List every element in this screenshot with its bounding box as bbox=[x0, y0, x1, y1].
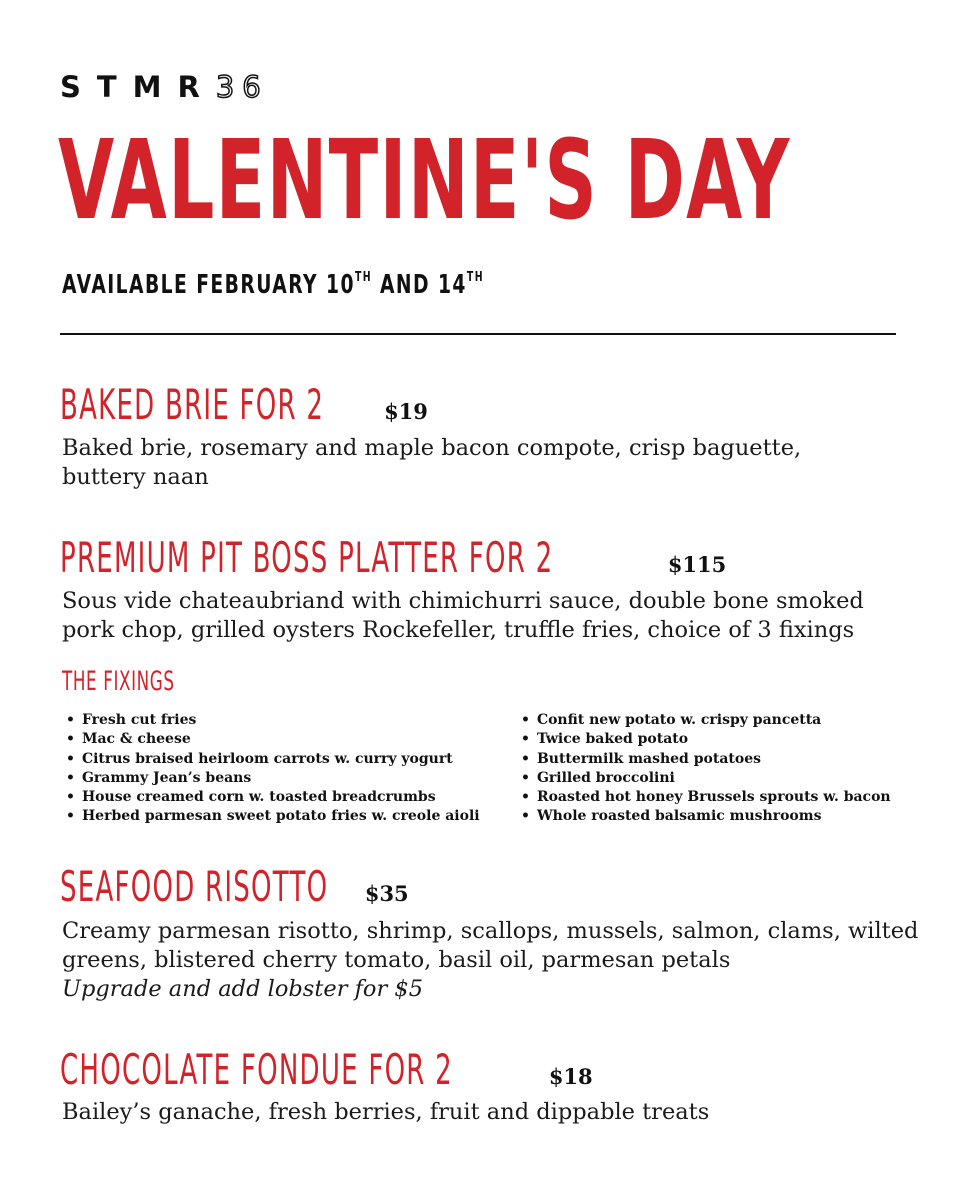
availability-sup-2: TH bbox=[466, 270, 484, 285]
brand-letters: STMR bbox=[60, 70, 216, 104]
list-item: • Buttermilk mashed potatoes bbox=[521, 750, 891, 769]
upgrade-note: Upgrade and add lobster for $5 bbox=[62, 976, 424, 1002]
item-description: Sous vide chateaubriand with chimichurri sauce, double bone smoked pork chop, grilled oysters Rockefeller, truffle fries, choice of 3 fixings bbox=[62, 588, 864, 643]
divider bbox=[60, 333, 896, 335]
fixings-heading: THE FIXINGS bbox=[62, 666, 175, 697]
item-description bbox=[62, 917, 922, 1004]
list-item: • Mac & cheese bbox=[66, 730, 480, 749]
list-item: • Confit new potato w. crispy pancetta bbox=[521, 711, 891, 730]
list-item: • Grilled broccolini bbox=[521, 769, 891, 788]
list-item: • Citrus braised heirloom carrots w. curry yogurt bbox=[66, 750, 480, 769]
page-title: VALENTINE'S DAY bbox=[58, 116, 791, 244]
item-description: Baked brie, rosemary and maple bacon compote, crisp baguette, buttery naan bbox=[62, 435, 802, 490]
list-item: • Twice baked potato bbox=[521, 730, 891, 749]
list-item: • Grammy Jean’s beans bbox=[66, 769, 480, 788]
menu-item-pit-boss-platter bbox=[60, 533, 726, 582]
brand-digits: 36 bbox=[215, 70, 269, 104]
availability-mid: AND 14 bbox=[372, 270, 467, 300]
menu-item-baked-brie bbox=[60, 380, 428, 429]
menu-item-seafood-risotto bbox=[60, 862, 409, 911]
item-name: PREMIUM PIT BOSS PLATTER FOR 2 bbox=[60, 533, 554, 582]
list-item: • Roasted hot honey Brussels sprouts w. bacon bbox=[521, 788, 891, 807]
list-item: • Herbed parmesan sweet potato fries w. creole aioli bbox=[66, 807, 480, 826]
list-item: • Fresh cut fries bbox=[66, 711, 480, 730]
fixings-list-left bbox=[66, 711, 480, 827]
item-price: $19 bbox=[384, 399, 428, 424]
item-description-text: Creamy parmesan risotto, shrimp, scallops, mussels, salmon, clams, wilted greens, blistered cherry tomato, basil oil, parmesan petals bbox=[62, 918, 919, 973]
item-name: CHOCOLATE FONDUE FOR 2 bbox=[60, 1045, 453, 1094]
availability-prefix: AVAILABLE FEBRUARY 10 bbox=[62, 270, 355, 300]
item-name: BAKED BRIE FOR 2 bbox=[60, 380, 325, 429]
fixings-list-right bbox=[521, 711, 891, 827]
brand-logo bbox=[60, 70, 269, 104]
item-description: Bailey’s ganache, fresh berries, fruit and dippable treats bbox=[62, 1099, 710, 1125]
availability-sup-1: TH bbox=[354, 270, 373, 285]
item-price: $115 bbox=[667, 552, 727, 577]
list-item: • House creamed corn w. toasted breadcrumbs bbox=[66, 788, 480, 807]
item-price: $18 bbox=[548, 1064, 593, 1089]
menu-item-chocolate-fondue bbox=[60, 1045, 593, 1094]
availability-line bbox=[62, 270, 484, 300]
item-name: SEAFOOD RISOTTO bbox=[60, 862, 329, 911]
item-price: $35 bbox=[364, 881, 409, 906]
list-item: • Whole roasted balsamic mushrooms bbox=[521, 807, 891, 826]
